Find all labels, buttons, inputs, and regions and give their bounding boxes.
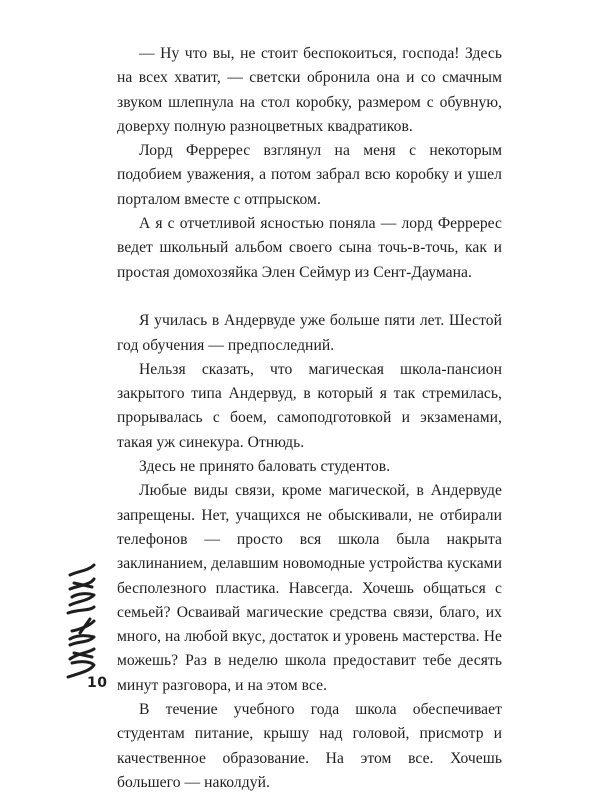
page-number: 10	[87, 675, 108, 691]
paragraph: — Ну что вы, не стоит беспокоиться, господа! Здесь на всех хватит, — светски обронила она и со смачным звуком шлепнула на стол коробку, размером с обувную, доверху полную разноцветных квадратиков.	[117, 45, 502, 135]
paragraph: Лорд Ферререс взглянул на меня с некоторым подобием уважения, а потом забрал всю коробку и ушел порталом вместе с отпрыском.	[117, 142, 502, 208]
paragraph: А я с отчетливой ясностью поняла — лорд Ферререс ведет школьный альбом своего сына точь-в-точь, как и простая домохозяйка Элен Сеймур из Сент-Даумана.	[117, 215, 502, 281]
paragraph: Нельзя сказать, что магическая школа-пансион закрытого типа Андервуд, в который я так стремилась, прорывалась с боем, самоподготовкой и экзаменами, такая уж синекура. Отнюдь.	[117, 360, 502, 451]
body-text	[117, 42, 502, 795]
paragraph: Любые виды связи, кроме магической, в Андервуде запрещены. Нет, учащихся не обыскивали, не отбирали телефонов — просто вся школа была накрыта заклинанием, делавшим новомодные устройства кусками бесполезного пластика. Навсегда. Хочешь общаться с семьей? Осваивай магические средства связи, благо, их много, на любой вкус, достаток и уровень мастерства. Не можешь? Раз в неделю школа предоставит тебе десять минут разговора, и на этом все.	[117, 482, 502, 694]
paragraph: В течение учебного года школа обеспечивает студентам питание, крышу над головой, присмотр и качественное образование. На этом все. Хочешь большего — наколдуй.	[117, 701, 502, 791]
author-signature	[60, 561, 100, 681]
paragraph: Я училась в Андервуде уже больше пяти лет. Шестой год обучения — предпоследний.	[117, 312, 502, 354]
section-break	[117, 285, 502, 309]
paragraph: Здесь не принято баловать студентов.	[139, 458, 391, 476]
author-signature-icon	[60, 561, 100, 681]
